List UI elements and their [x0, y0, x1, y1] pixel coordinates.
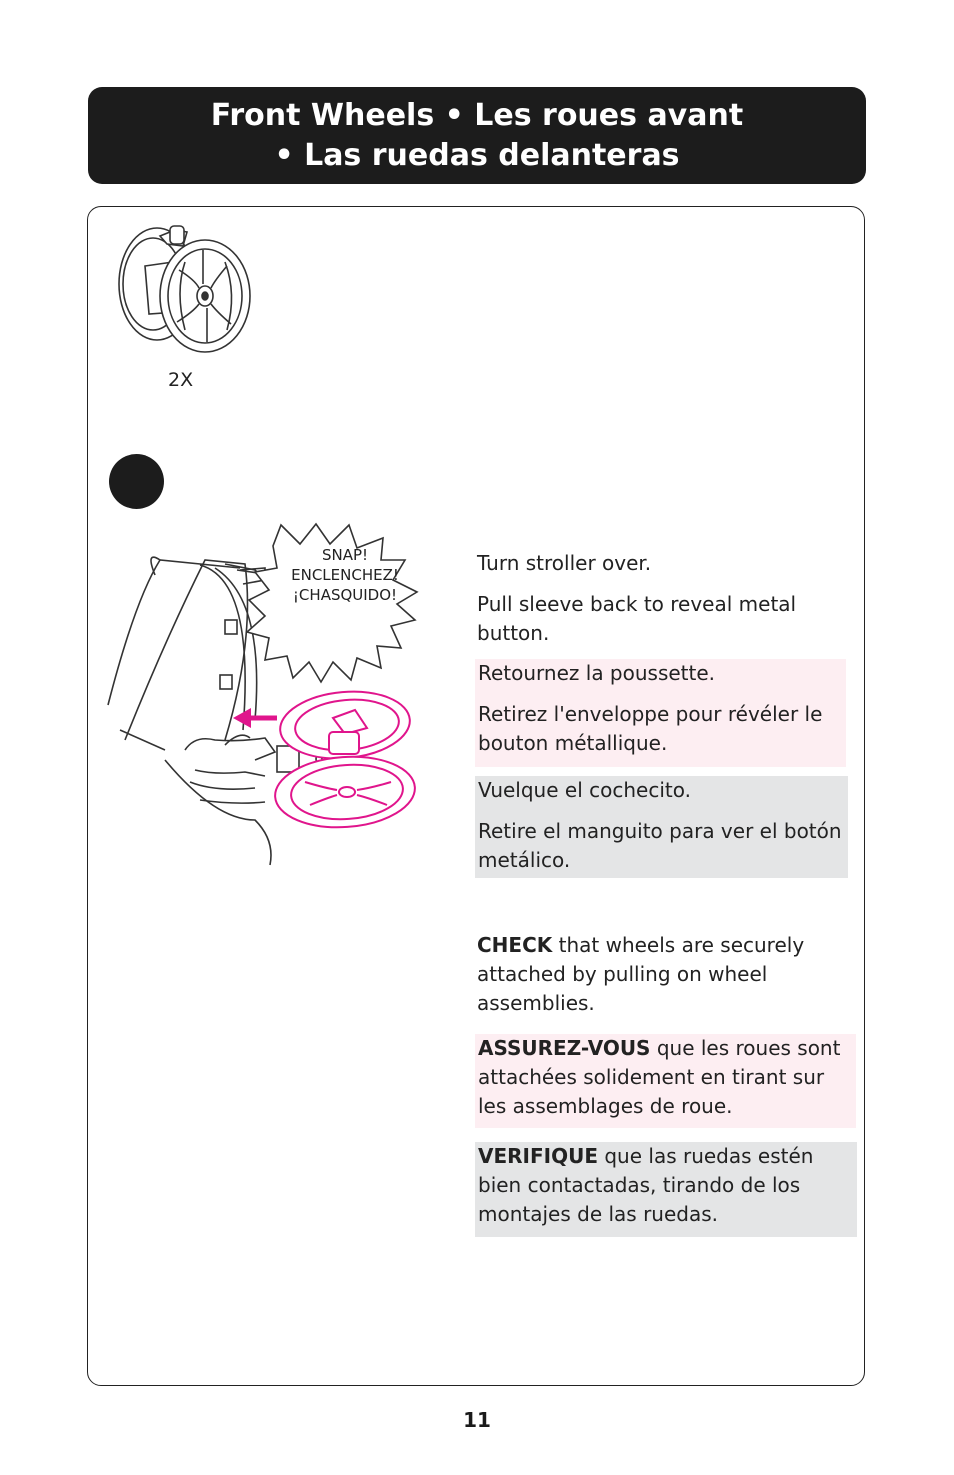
check-en-bold: CHECK [477, 933, 553, 957]
page-number: 11 [463, 1408, 491, 1432]
snap-line-en: SNAP! [321, 546, 369, 564]
check-es-bold: VERIFIQUE [478, 1144, 598, 1168]
instructions-es [475, 776, 848, 878]
instruction-en-1: Turn stroller over. [477, 551, 652, 575]
instructions-en [477, 549, 837, 648]
instruction-en-2: Pull sleeve back to reveal metal button. [477, 592, 797, 645]
header-title-line1: Front Wheels • Les roues avant [210, 97, 744, 133]
instruction-fr-1: Retournez la poussette. [478, 661, 716, 685]
check-es-text: que las ruedas estén bien contactadas, tirando de los montajes de las ruedas. [478, 1144, 814, 1226]
snap-line-fr: ENCLENCHEZ! [291, 566, 399, 584]
check-es [475, 1142, 857, 1237]
wheel-part-icon [115, 222, 255, 357]
check-fr-text: que les roues sont attachées solidement en tirant sur les assemblages de roue. [478, 1036, 841, 1118]
instruction-fr-2: Retirez l'enveloppe pour révéler le bouton métallique. [478, 702, 823, 755]
check-en-text: that wheels are securely attached by pulling on wheel assemblies. [477, 933, 805, 1015]
quantity-label: 2X [168, 369, 194, 391]
check-fr [475, 1034, 856, 1128]
check-fr-bold: ASSUREZ-VOUS [478, 1036, 651, 1060]
step-marker [109, 454, 164, 509]
instruction-es-2: Retire el manguito para ver el botón metálico. [478, 819, 842, 872]
snap-line-es: ¡CHASQUIDO! [292, 586, 398, 604]
instruction-es-1: Vuelque el cochecito. [478, 778, 691, 802]
header-title-line2: • Las ruedas delanteras [274, 137, 680, 173]
snap-callout [270, 545, 420, 605]
section-header [88, 87, 866, 184]
check-en [477, 931, 837, 1018]
instructions-fr [475, 659, 846, 767]
